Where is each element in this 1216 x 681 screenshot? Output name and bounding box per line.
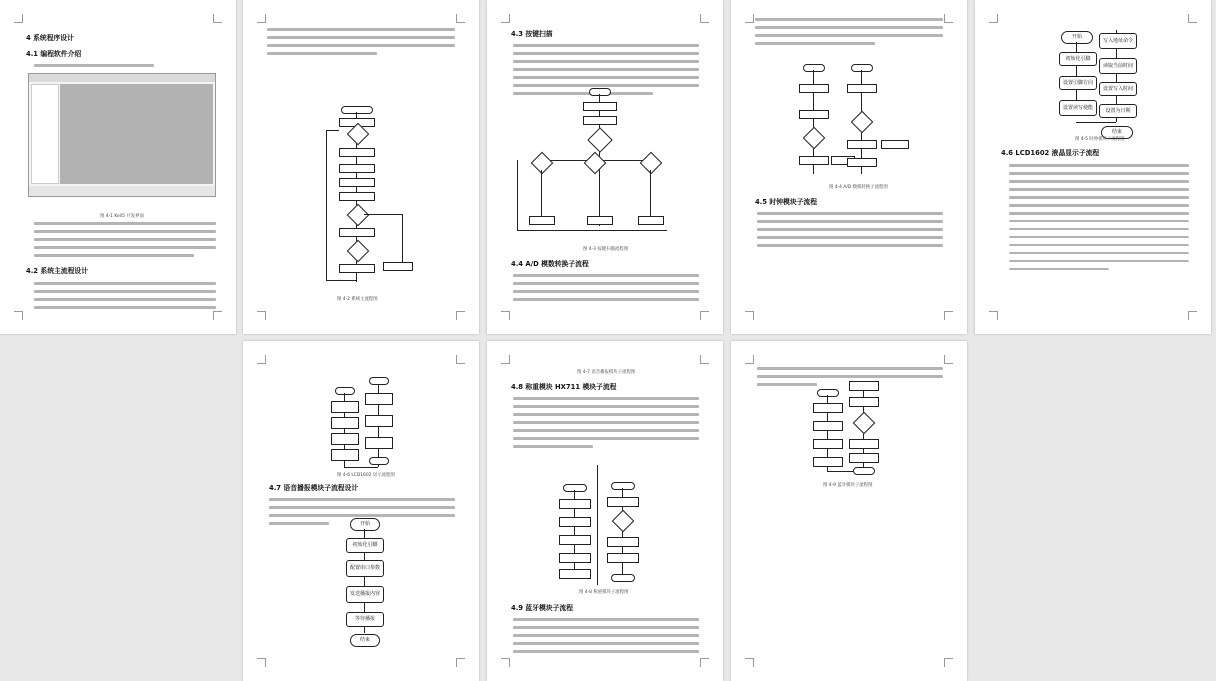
paragraph-lines [513, 274, 699, 306]
figure-caption: 图 4-4 A/D 数模转换子流程图 [829, 185, 888, 190]
margin-mark [501, 311, 510, 320]
margin-mark [501, 355, 510, 364]
section-heading: 4.7 语音播报模块子流程设计 [269, 484, 359, 492]
flowchart-step: 设置读写使能 [1059, 100, 1097, 116]
flowchart-node [817, 389, 839, 397]
flowchart-node [335, 387, 355, 395]
margin-mark [989, 14, 998, 23]
flowchart-node [529, 216, 555, 225]
flowchart-node [559, 553, 591, 563]
margin-mark [456, 311, 465, 320]
document-page-6[interactable] [243, 341, 479, 681]
document-page-3[interactable] [487, 0, 723, 334]
section-heading: 4.4 A/D 模数转换子流程 [511, 260, 589, 268]
section-heading: 4 系统程序设计 [26, 34, 74, 42]
figure-caption: 图 4-6 LCD1602 显示流程图 [337, 473, 395, 478]
flowchart-end: 结束 [350, 634, 380, 647]
flowchart-connector [1076, 122, 1116, 123]
margin-mark [257, 658, 266, 667]
flowchart-node [339, 148, 375, 157]
flowchart-decision [347, 204, 370, 227]
paragraph-lines [513, 618, 699, 658]
margin-mark [700, 355, 709, 364]
paragraph-lines [1009, 164, 1189, 276]
flowchart-node [587, 216, 613, 225]
margin-mark [14, 311, 23, 320]
figure-caption: 图 4-2 系统主流程图 [337, 297, 378, 302]
flowchart-node [813, 421, 843, 431]
document-page-8[interactable] [731, 341, 967, 681]
flowchart-node [559, 517, 591, 527]
flowchart-decision [531, 152, 554, 175]
document-page-5[interactable] [975, 0, 1211, 334]
paragraph-lines [34, 64, 212, 72]
flowchart-node [331, 449, 359, 461]
flowchart-step: 发送播报内容 [346, 586, 384, 603]
margin-mark [213, 14, 222, 23]
ide-toolbar [29, 74, 215, 82]
margin-mark [700, 14, 709, 23]
margin-mark [944, 355, 953, 364]
flowchart-node [611, 482, 635, 490]
flowchart-decision [347, 240, 370, 263]
margin-mark [501, 14, 510, 23]
flowchart-decision [853, 412, 876, 435]
margin-mark [1188, 14, 1197, 23]
flowchart-step: 读取当前时间 [1099, 58, 1137, 74]
flowchart-step: 初始化引脚 [1059, 52, 1097, 66]
document-page-2[interactable] [243, 0, 479, 334]
flowchart-node [339, 178, 375, 187]
margin-mark [745, 658, 754, 667]
flowchart-step: 设置引脚方向 [1059, 76, 1097, 90]
flowchart-node [851, 64, 873, 72]
flowchart-node [369, 457, 389, 465]
flowchart-connector [344, 467, 378, 468]
margin-mark [944, 311, 953, 320]
paragraph-lines [34, 282, 216, 314]
margin-mark [700, 311, 709, 320]
flowchart-node [847, 140, 877, 149]
ide-screenshot [28, 73, 216, 197]
flowchart-node [365, 393, 393, 405]
figure-caption: 图 4-7 语音播报模块子流程图 [577, 370, 636, 375]
paragraph-lines [267, 28, 455, 60]
flowchart-decision [584, 152, 607, 175]
flowchart-step: 等待播报 [346, 612, 384, 627]
flowchart-decision [851, 111, 874, 134]
flowchart-step: 初始化引脚 [346, 538, 384, 553]
flowchart-connector [402, 214, 403, 262]
flowchart-node [339, 264, 375, 273]
ide-editor-area [60, 84, 213, 184]
flowchart-node [339, 192, 375, 201]
flowchart-node [331, 401, 359, 413]
margin-mark [745, 355, 754, 364]
flowchart-node [849, 439, 879, 449]
paragraph-lines [755, 18, 943, 50]
figure-caption: 图 4-1 Keil5 开发界面 [100, 214, 144, 219]
flowchart-step: 配置串口参数 [346, 560, 384, 577]
flowchart-end: 结束 [1101, 126, 1133, 139]
flowchart-node [607, 537, 639, 547]
flowchart-node [853, 467, 875, 475]
flowchart-node [638, 216, 664, 225]
paragraph-lines [513, 397, 699, 453]
flowchart-node [607, 553, 639, 563]
flowchart-connector [541, 170, 542, 216]
section-heading: 4.2 系统主流程设计 [26, 267, 88, 275]
figure-caption: 图 4-8 称重模块子流程图 [579, 590, 629, 595]
figure-caption: 图 4-3 按键扫描流程图 [583, 247, 629, 252]
margin-mark [501, 658, 510, 667]
flowchart-connector [326, 130, 339, 131]
margin-mark [456, 658, 465, 667]
flowchart-step: 写入地址命令 [1099, 33, 1137, 49]
flowchart-node [881, 140, 909, 149]
margin-mark [944, 658, 953, 667]
paragraph-lines [34, 222, 216, 262]
flowchart-node [583, 102, 617, 111]
flowchart-step: 设置写入时间 [1099, 82, 1137, 96]
section-heading: 4.5 时钟模块子流程 [755, 198, 817, 206]
flowchart-decision [612, 510, 635, 533]
ide-output-panel [29, 186, 215, 196]
flowchart-node [799, 156, 829, 165]
flowchart-node [589, 88, 611, 96]
flowchart-node [365, 437, 393, 449]
flowchart-step: 设置为日期 [1099, 104, 1137, 118]
flowchart-node [849, 397, 879, 407]
flowchart-connector [650, 170, 651, 216]
margin-mark [257, 311, 266, 320]
flowchart-node [341, 106, 373, 114]
flowchart-node [847, 158, 877, 167]
flowchart-node [611, 574, 635, 582]
paragraph-lines [757, 212, 943, 252]
margin-mark [944, 14, 953, 23]
section-heading: 4.6 LCD1602 液晶显示子流程 [1001, 149, 1100, 157]
document-page-7[interactable] [487, 341, 723, 681]
flowchart-decision [803, 127, 826, 150]
margin-mark [456, 355, 465, 364]
flowchart-node [369, 377, 389, 385]
flowchart-node [799, 84, 829, 93]
flowchart-node [847, 84, 877, 93]
section-heading: 4.8 称重模块 HX711 模块子流程 [511, 383, 617, 391]
flowchart-node [559, 535, 591, 545]
flowchart-connector [517, 230, 667, 231]
margin-mark [700, 658, 709, 667]
flowchart-start: 开始 [1061, 31, 1093, 44]
flowchart-node [813, 439, 843, 449]
flowchart-connector [517, 160, 518, 230]
flowchart-node [339, 228, 375, 237]
margin-mark [257, 355, 266, 364]
flowchart-node [803, 64, 825, 72]
flowchart-node [563, 484, 587, 492]
section-heading: 4.1 编程软件介绍 [26, 50, 82, 58]
document-page-4[interactable] [731, 0, 967, 334]
flowchart-node [607, 497, 639, 507]
flowchart-node [383, 262, 413, 271]
flowchart-connector [597, 465, 598, 585]
flowchart-connector [364, 214, 402, 215]
flowchart-node [849, 381, 879, 391]
margin-mark [456, 14, 465, 23]
flowchart-node [559, 499, 591, 509]
flowchart-node [339, 164, 375, 173]
flowchart-node [331, 417, 359, 429]
margin-mark [1188, 311, 1197, 320]
margin-mark [257, 14, 266, 23]
figure-caption: 图 4-9 蓝牙模块子流程图 [823, 483, 873, 488]
flowchart-decision [640, 152, 663, 175]
margin-mark [14, 14, 23, 23]
flowchart-node [813, 403, 843, 413]
margin-mark [989, 311, 998, 320]
flowchart-node [849, 453, 879, 463]
flowchart-node [331, 433, 359, 445]
flowchart-node [813, 457, 843, 467]
flowchart-decision [587, 127, 612, 152]
margin-mark [745, 14, 754, 23]
flowchart-node [583, 116, 617, 125]
figure-caption: 图 4-5 时钟模块子流程图 [1075, 137, 1125, 142]
flowchart-connector [326, 280, 356, 281]
flowchart-start: 开始 [350, 518, 380, 531]
section-heading: 4.3 按键扫描 [511, 30, 553, 38]
section-heading: 4.9 蓝牙模块子流程 [511, 604, 573, 612]
flowchart-connector [326, 130, 327, 280]
document-page-1[interactable] [0, 0, 236, 334]
flowchart-node [799, 110, 829, 119]
margin-mark [745, 311, 754, 320]
flowchart-node [365, 415, 393, 427]
ide-project-panel [31, 84, 59, 184]
flowchart-node [559, 569, 591, 579]
